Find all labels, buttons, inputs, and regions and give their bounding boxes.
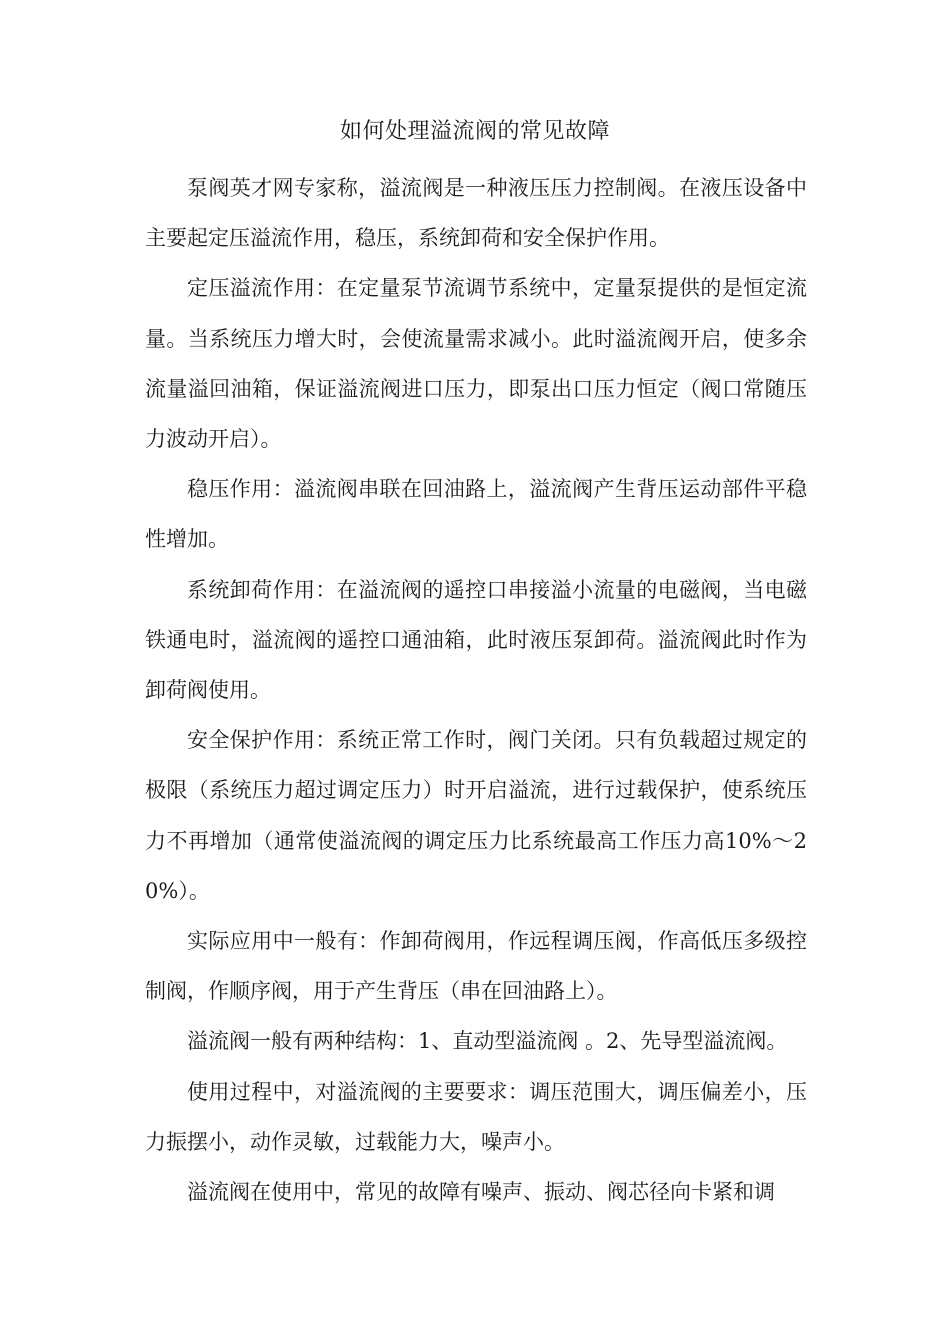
paragraph: 定压溢流作用：在定量泵节流调节系统中，定量泵提供的是恒定流量。当系统压力增大时，会使流量需求减小。此时溢流阀开启，使多余流量溢回油箱，保证溢流阀进口压力，即泵出口压力恒定（阀口常随压力波动开启）。 <box>145 276 807 452</box>
paragraph: 系统卸荷作用：在溢流阀的遥控口串接溢小流量的电磁阀，当电磁铁通电时，溢流阀的遥控口通油箱，此时液压泵卸荷。溢流阀此时作为卸荷阀使用。 <box>145 577 807 703</box>
paragraph: 溢流阀在使用中，常见的故障有噪声、振动、阀芯径向卡紧和调 <box>187 1180 775 1205</box>
paragraph: 使用过程中，对溢流阀的主要要求：调压范围大，调压偏差小，压力振摆小，动作灵敏，过载能力大，噪声小。 <box>145 1079 807 1154</box>
document-body <box>145 163 807 1217</box>
paragraph: 实际应用中一般有：作卸荷阀用，作远程调压阀，作高低压多级控制阀，作顺序阀，用于产生背压（串在回油路上）。 <box>145 929 807 1004</box>
paragraph: 稳压作用：溢流阀串联在回油路上，溢流阀产生背压运动部件平稳性增加。 <box>145 477 807 552</box>
paragraph: 安全保护作用：系统正常工作时，阀门关闭。只有负载超过规定的极限（系统压力超过调定压力）时开启溢流，进行过载保护，使系统压力不再增加（通常使溢流阀的调定压力比系统最高工作压力高10%～20%）。 <box>145 728 807 903</box>
paragraph: 溢流阀一般有两种结构：1、直动型溢流阀 。2、先导型溢流阀。 <box>187 1029 788 1054</box>
document-title: 如何处理溢流阀的常见故障 <box>339 119 610 144</box>
paragraph: 泵阀英才网专家称，溢流阀是一种液压压力控制阀。在液压设备中主要起定压溢流作用，稳压，系统卸荷和安全保护作用。 <box>145 176 807 251</box>
